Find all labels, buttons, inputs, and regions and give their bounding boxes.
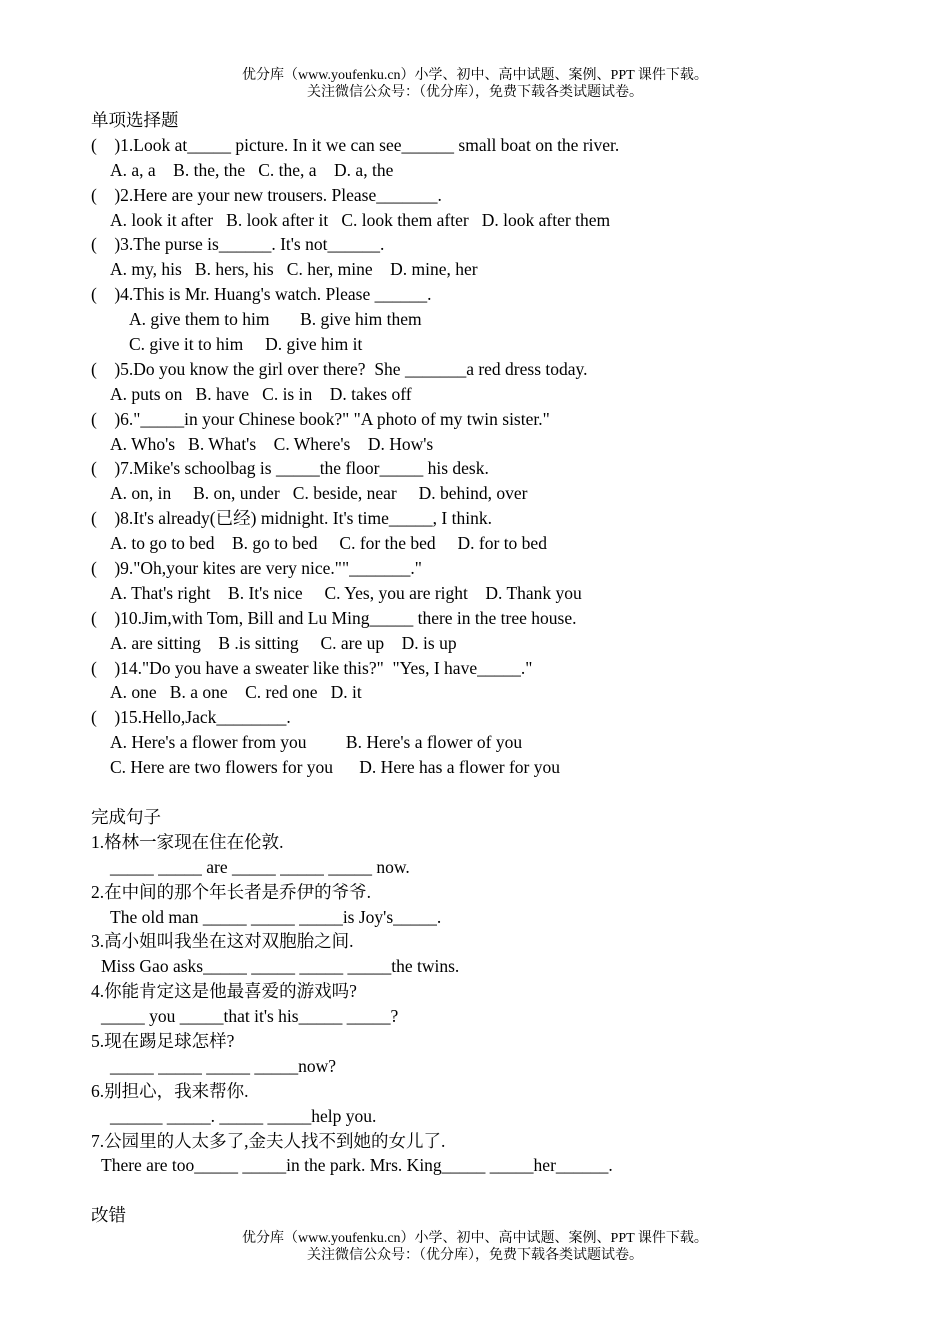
question-10-options: A. are sitting B .is sitting C. are up D. is up [110, 632, 457, 653]
sentence-1-chinese: 1.格林一家现在住在伦敦. [91, 831, 284, 852]
question-5-stem: ( )5.Do you know the girl over there? She _______a red dress today. [91, 358, 588, 379]
sentence-7-english: There are too_____ _____in the park. Mrs. King_____ _____her______. [101, 1155, 613, 1176]
sentence-3-chinese: 3.高小姐叫我坐在这对双胞胎之间. [91, 931, 354, 952]
sentence-4-chinese: 4.你能肯定这是他最喜爱的游戏吗? [91, 981, 357, 1002]
question-10-stem: ( )10.Jim,with Tom, Bill and Lu Ming_____ there in the tree house. [91, 607, 577, 628]
section-spacer-2 [91, 1178, 911, 1203]
sentence-4-english: _____ you _____that it's his_____ _____? [101, 1006, 399, 1027]
sentence-6-chinese: 6.别担心，我来帮你. [91, 1080, 249, 1101]
question-14-stem: ( )14."Do you have a sweater like this?" "Yes, I have_____." [91, 657, 533, 678]
sentence-6-english: ______ _____. _____ _____help you. [110, 1105, 377, 1126]
sentence-3-english: Miss Gao asks_____ _____ _____ _____the twins. [101, 956, 460, 977]
question-15-options-a-b: A. Here's a flower from you B. Here's a flower of you [110, 732, 523, 753]
question-6-options: A. Who's B. What's C. Where's D. How's [110, 433, 434, 454]
header-line-1: 优分库（www.youfenku.cn）小学、初中、高中试题、案例、PPT 课件下载。 [242, 68, 708, 83]
question-7-stem: ( )7.Mike's schoolbag is _____the floor_____ his desk. [91, 458, 489, 479]
footer-line-2: 关注微信公众号：（优分库），免费下载各类试题试卷。 [307, 1248, 643, 1263]
question-8-stem: ( )8.It's already(已经) midnight. It's time_____, I think. [91, 508, 492, 529]
sentence-2-chinese: 2.在中间的那个年长者是乔伊的爷爷. [91, 881, 371, 902]
sentence-5-chinese: 5.现在踢足球怎样? [91, 1030, 235, 1051]
page-footer [0, 1230, 950, 1264]
question-2-stem: ( )2.Here are your new trousers. Please_______. [91, 184, 442, 205]
question-7-options: A. on, in B. on, under C. beside, near D. behind, over [110, 483, 528, 504]
question-8-options: A. to go to bed B. go to bed C. for the bed D. for to bed [110, 533, 547, 554]
document-body [91, 108, 911, 1228]
question-4-options-a-b: A. give them to him B. give him them [129, 309, 422, 330]
question-1-stem: ( )1.Look at_____ picture. In it we can see______ small boat on the river. [91, 134, 620, 155]
footer-line-1: 优分库（www.youfenku.cn）小学、初中、高中试题、案例、PPT 课件下载。 [242, 1231, 708, 1246]
question-5-options: A. puts on B. have C. is in D. takes off [110, 383, 412, 404]
sentence-5-english: _____ _____ _____ _____now? [110, 1055, 337, 1076]
question-15-stem: ( )15.Hello,Jack________. [91, 707, 291, 728]
question-14-options: A. one B. a one C. red one D. it [110, 682, 362, 703]
question-1-options: A. a, a B. the, the C. the, a D. a, the [110, 159, 394, 180]
question-2-options: A. look it after B. look after it C. look them after D. look after them [110, 209, 611, 230]
section-title-complete-sentences: 完成句子 [91, 806, 161, 827]
section-title-error-correction: 改错 [91, 1205, 126, 1226]
question-4-options-c-d: C. give it to him D. give him it [129, 334, 363, 355]
header-line-2: 关注微信公众号：（优分库），免费下载各类试题试卷。 [307, 85, 643, 100]
section-title-multiple-choice: 单项选择题 [91, 110, 179, 130]
sentence-7-chinese: 7.公园里的人太多了,金夫人找不到她的女儿了. [91, 1130, 446, 1151]
question-9-stem: ( )9."Oh,your kites are very nice.""_______." [91, 558, 422, 579]
question-3-stem: ( )3.The purse is______. It's not______. [91, 234, 385, 255]
section-spacer [91, 780, 911, 805]
question-6-stem: ( )6."_____in your Chinese book?" "A photo of my twin sister." [91, 408, 550, 429]
sentence-1-english: _____ _____ are _____ _____ _____ now. [110, 856, 410, 877]
question-9-options: A. That's right B. It's nice C. Yes, you are right D. Thank you [110, 582, 582, 603]
question-15-options-c-d: C. Here are two flowers for you D. Here has a flower for you [110, 757, 560, 778]
question-3-options: A. my, his B. hers, his C. her, mine D. mine, her [110, 259, 478, 280]
question-4-stem: ( )4.This is Mr. Huang's watch. Please ______. [91, 284, 432, 305]
sentence-2-english: The old man _____ _____ _____is Joy's_____. [110, 906, 442, 927]
page-header [0, 67, 950, 101]
